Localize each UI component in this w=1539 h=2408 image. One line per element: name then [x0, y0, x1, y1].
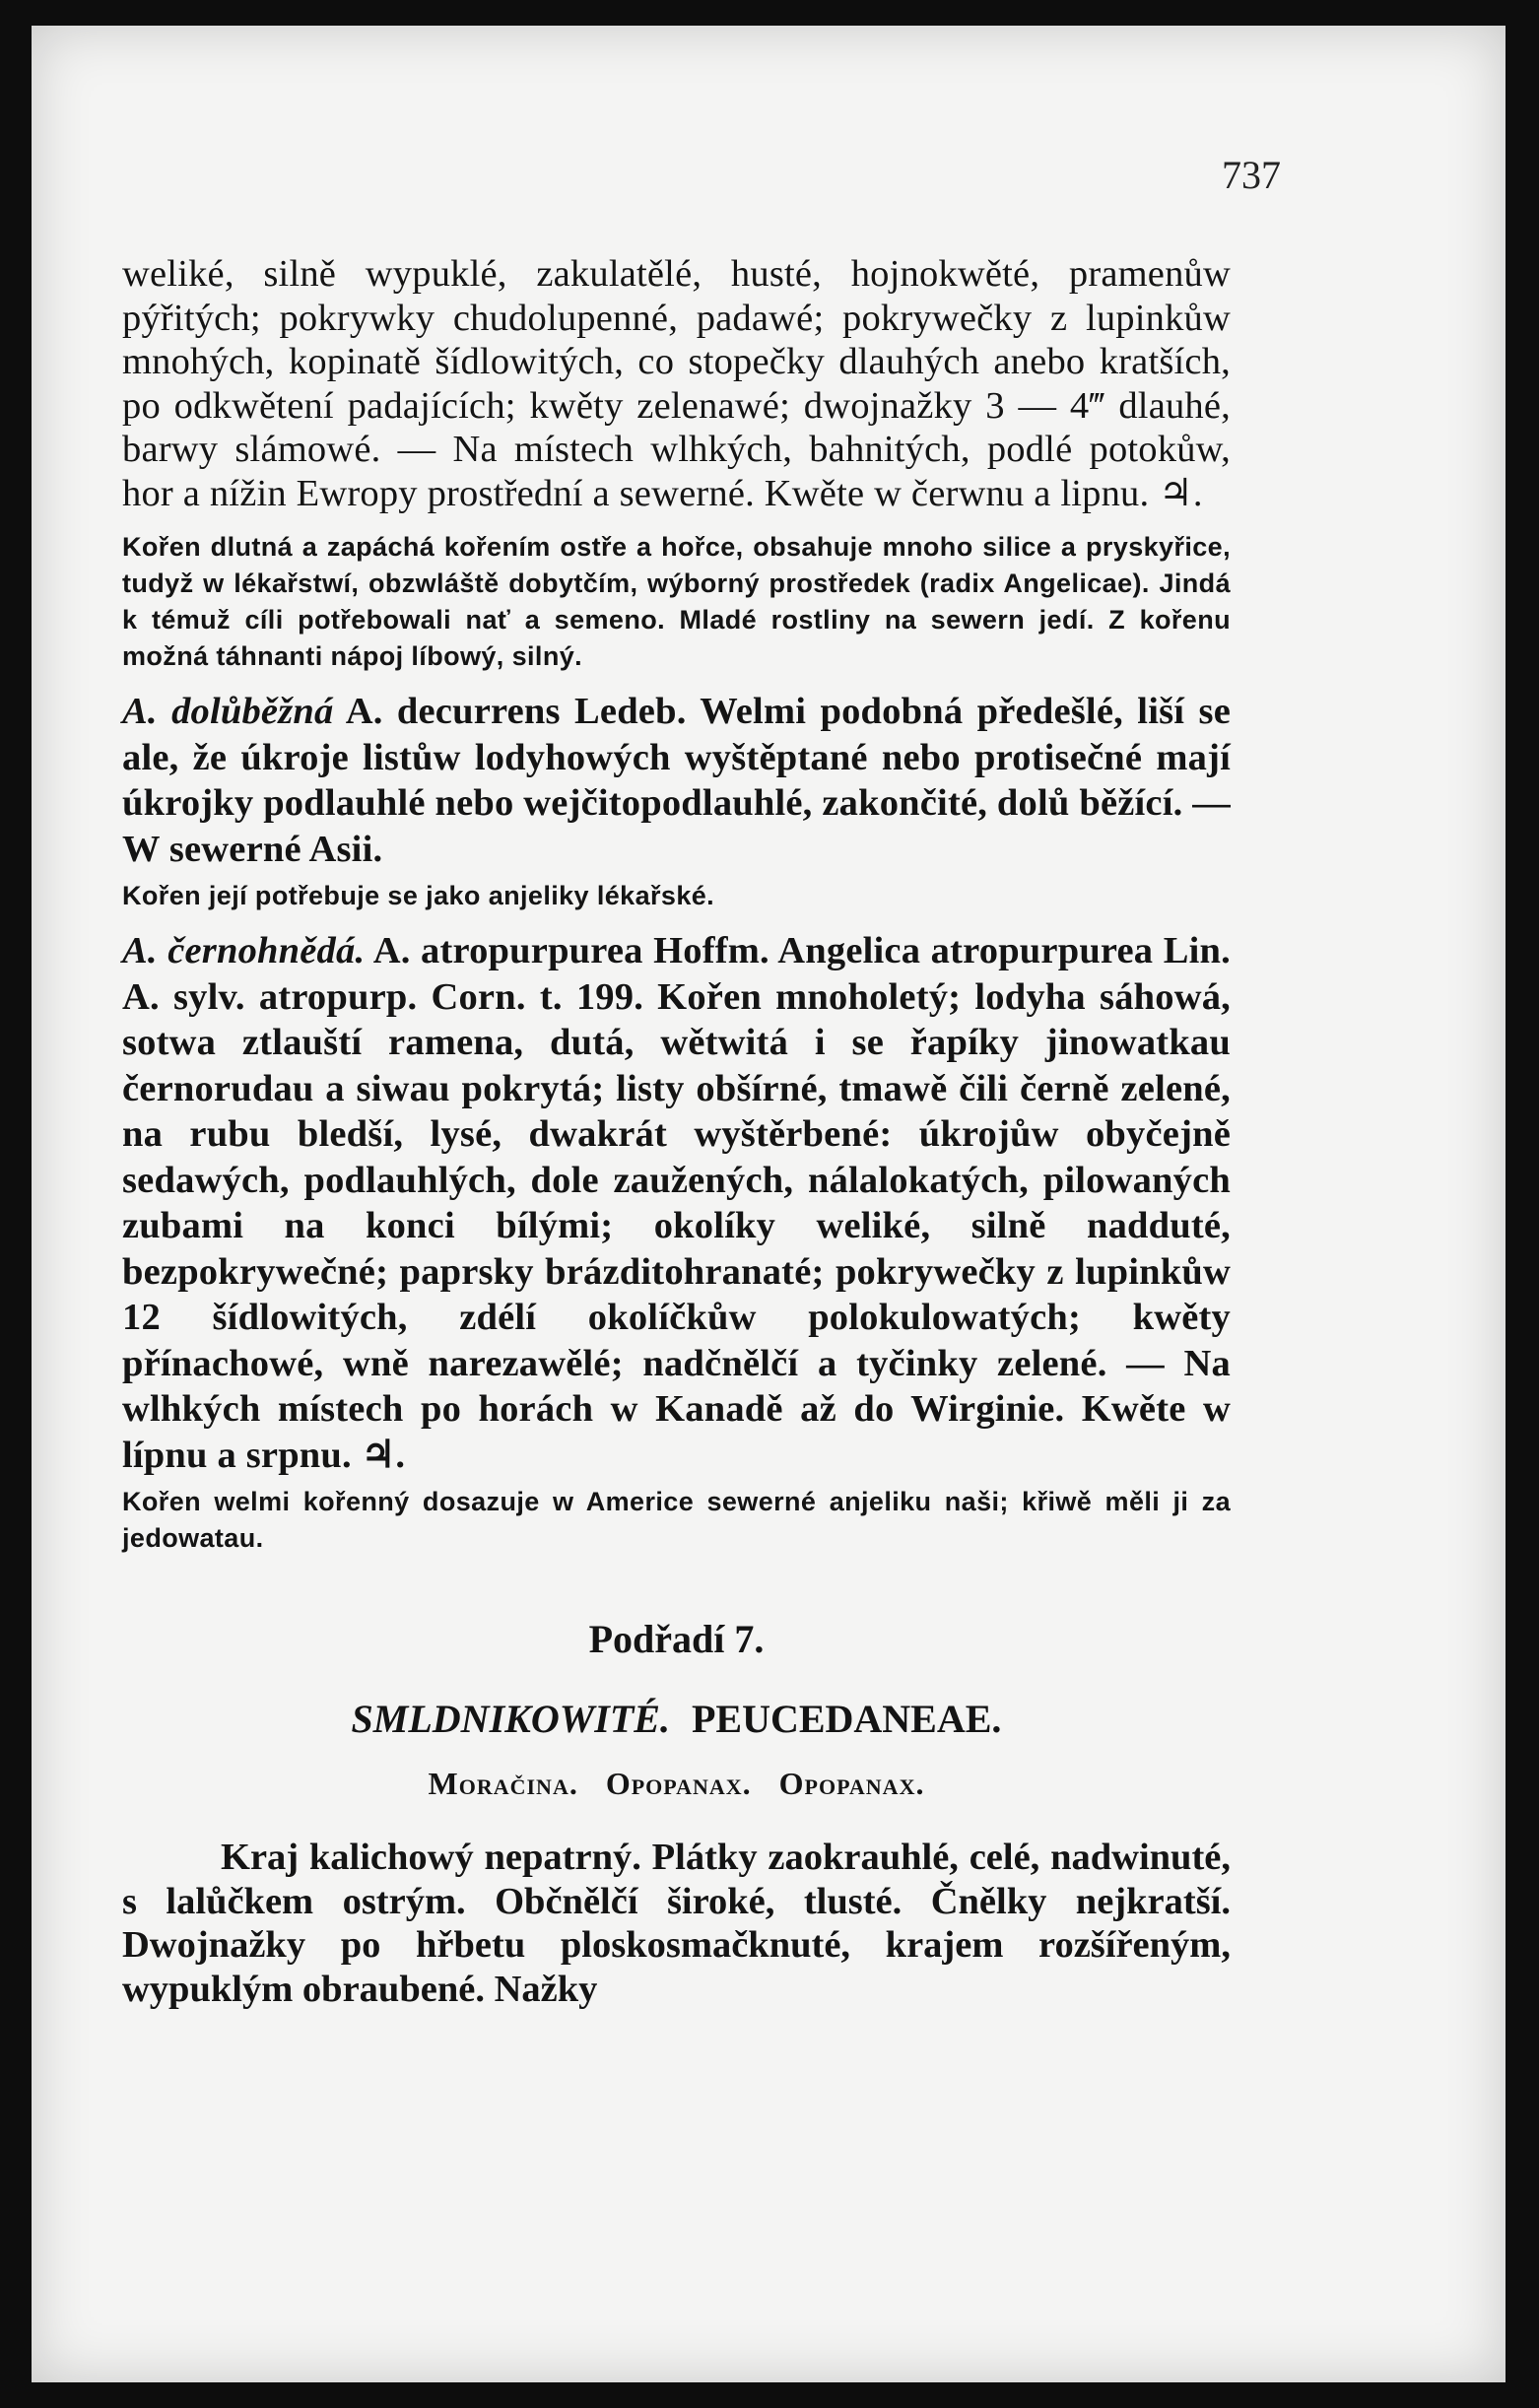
atropurpurea-description: A. atropurpurea Hoffm. Angelica atropurpurea Lin. A. sylv. atropurp. Corn. t. 199. Kořen mnoholetý; lodyha sáhowá, sotwa ztlauští ramena, dutá, wětwitá i se řapíky jinowatkau černorudau a siwau pokrytá; listy obšírné, tmawě čili černě zelené, na rubu bledší, lysé, dwakrát wyštěrbené: úkrojůw obyčejně sedawých, podlauhlých, dole zaužených, nálalokatých, pilowaných zubami na konci bílými; okolíky weliké, silně nadduté, bezpokrywečné; paprsky brázditohranaté; pokrywečky z lupinkůw 12 šídlowitých, zdélí okolíčkůw polokulowatých; kwěty přínachowé, wně narezawělé; nadčnělčí a tyčinky zelené. — Na wlhkých místech po horách w Kanadě až do Wirginie. Kwěte w lípnu a srpnu. ♃. — [122, 930, 1231, 1476]
paragraph-atropurpurea-root: Kořen welmi kořenný dosazuje w Americe sewerné anjeliku naši; křiwě měli ji za jedowatau. — [122, 1487, 1231, 1553]
paragraph-atropurpurea — [122, 928, 1231, 1478]
species-name-decurrens: A. dolůběžná — [122, 691, 334, 732]
decurrens-description: A. decurrens Ledeb. Welmi podobná předešlé, liší se ale, že úkroje listůw lodyhowých wyštěptané nebo protisečné mají úkrojky podlauhlé nebo wejčitopodlauhlé, zakončité, dolů běžící. — W sewerné Asii. — [122, 691, 1231, 870]
book-page — [32, 26, 1506, 2382]
genus-name-latin-alt: Opopanax. — [778, 1766, 925, 1801]
family-title — [122, 1696, 1231, 1742]
family-name-latin: PEUCEDANEAE. — [691, 1697, 1002, 1741]
page-number: 737 — [1222, 153, 1281, 197]
genus-name-latin: Opopanax. — [605, 1766, 752, 1801]
family-name-czech: SMLDNIKOWITÉ. — [351, 1697, 670, 1741]
genus-title — [122, 1766, 1231, 1802]
paragraph-decurrens-root: Kořen její potřebuje se jako anjeliky lékařské. — [122, 881, 715, 910]
paragraph-decurrens — [122, 689, 1231, 872]
paragraph-opopanax-description: Kraj kalichowý nepatrný. Plátky zaokrauhlé, celé, nadwinuté, s lalůčkem ostrým. Občnělčí široké, tlusté. Čnělky nejkratší. Dwojnažky po hřbetu ploskosmačknuté, krajem rozšířeným, wypuklým obraubené. Nažky — [122, 1837, 1231, 2010]
paragraph-root-uses: Kořen dlutná a zapáchá kořením ostře a hořce, obsahuje mnoho silice a pryskyřice, tudyž w lékařstwí, obzwláště dobytčím, wýborný prostředek (radix Angelicae). Jindá k témuž cíli potřebowali nať a semeno. Mladé rostliny na sewern jedí. Z kořenu možná táhnanti nápoj líbowý, silný. — [122, 532, 1231, 671]
genus-name-czech: Moračina. — [428, 1766, 578, 1801]
page-content — [122, 154, 1231, 2011]
species-name-atropurpurea: A. černohnědá. — [122, 930, 366, 971]
subsection-title: Podřadí 7. — [588, 1617, 765, 1661]
paragraph-angelica-description: weliké, silně wypuklé, zakulatělé, husté, hojnokwěté, pramenůw pýřitých; pokrywky chudolupenné, padawé; pokrywečky z lupinkůw mnohých, kopinatě šídlowitých, co stopečky dlauhých anebo kratších, po odkwětení padajících; kwěty zelenawé; dwojnažky 3 — 4‴ dlauhé, barwy slámowé. — Na místech wlhkých, bahnitých, podlé potokůw, hor a nížin Ewropy prostřední a sewerné. Kwěte w čerwnu a lipnu. ♃. — [122, 253, 1231, 514]
